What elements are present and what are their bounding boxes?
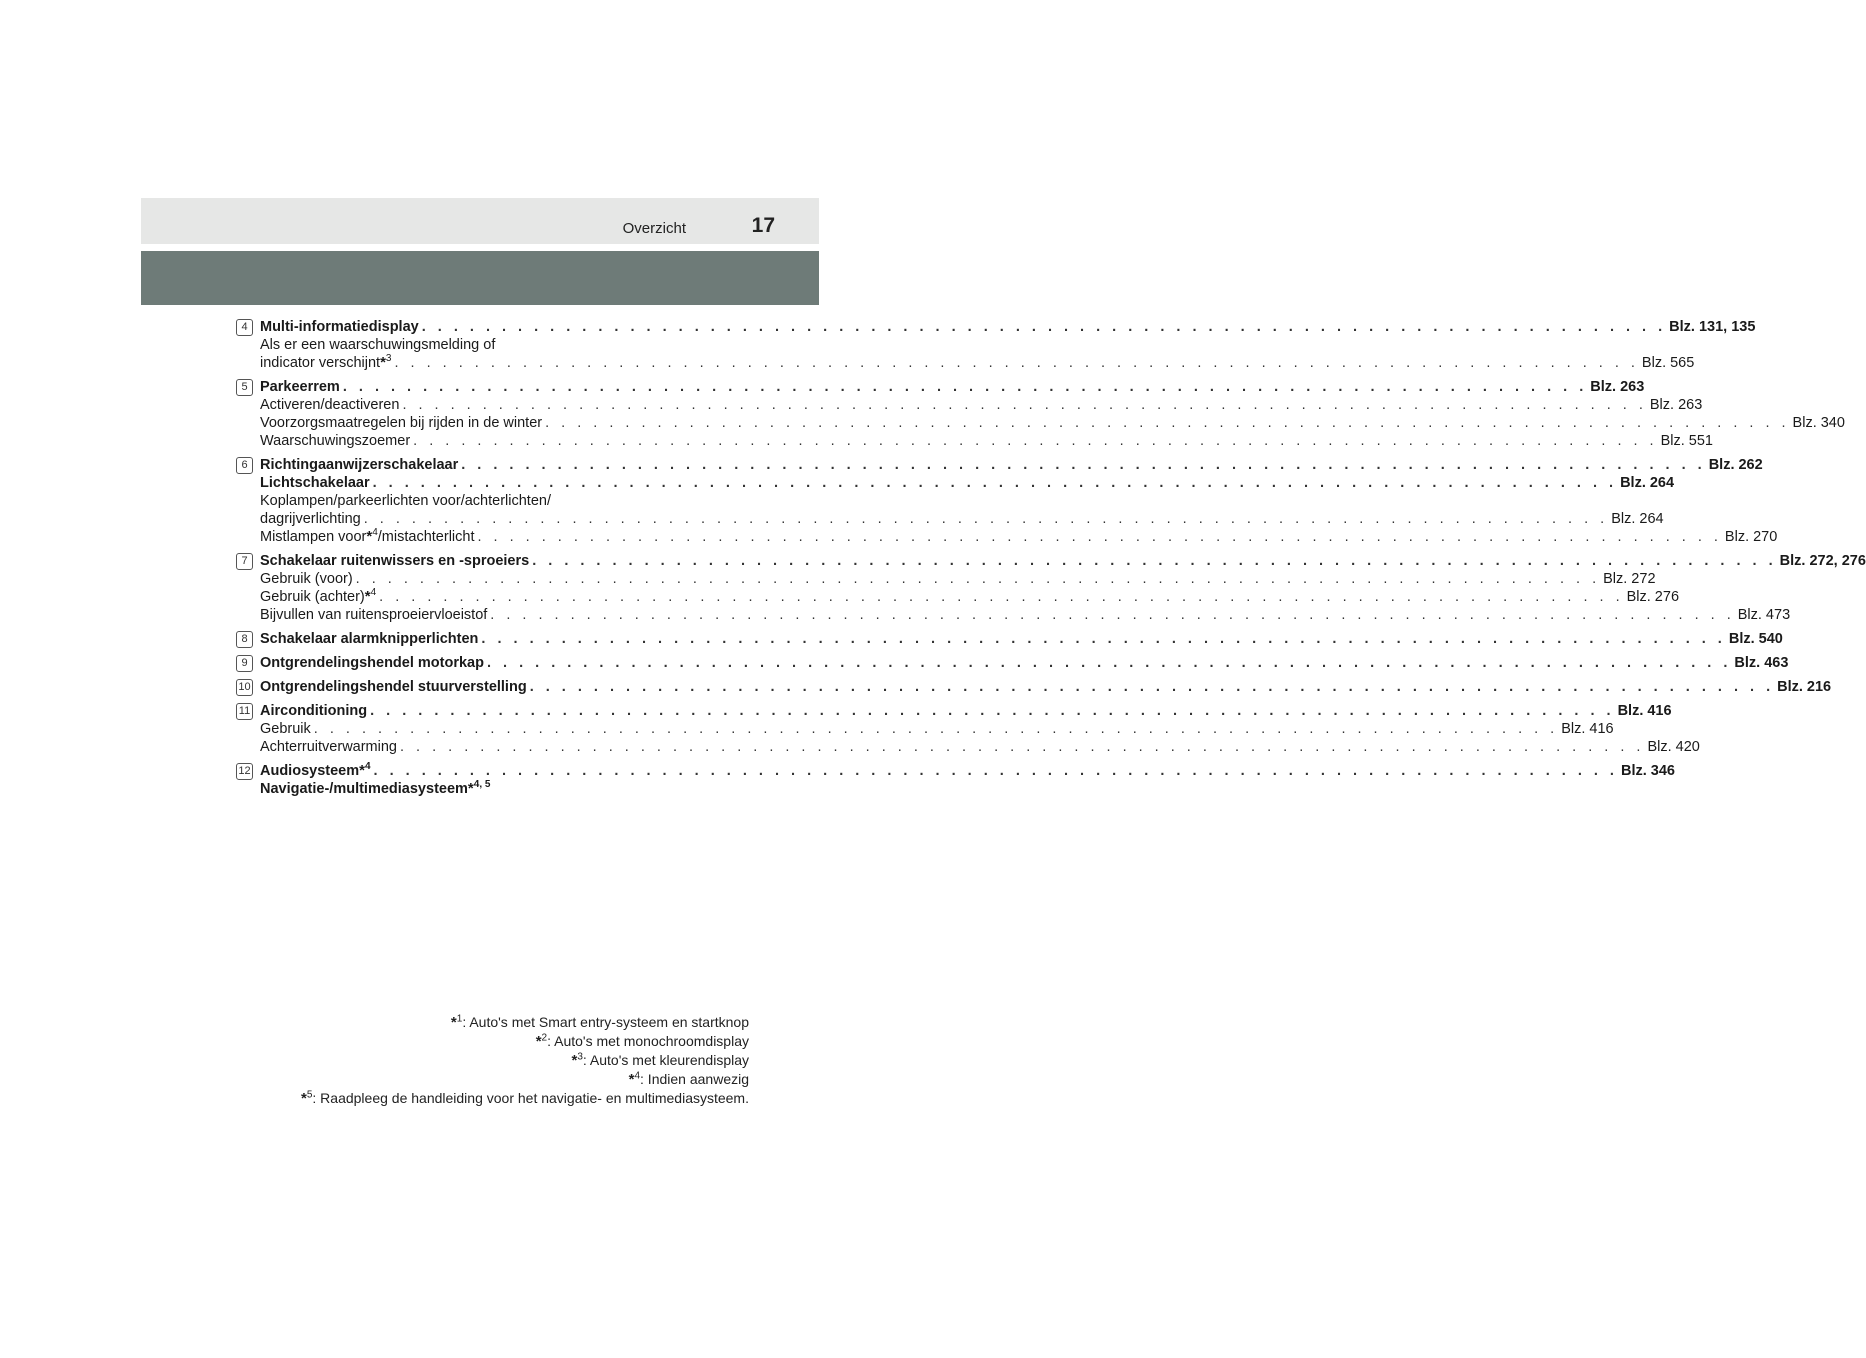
dot-leader-icon: . . . . . . . . . . . . . . . . . . . . . . . . . . . . . . . . . . . . . . . . . . . . . . . . . . . . . . . . . . . . . . . . . . . . . . . . . . . . . .: [400, 739, 1645, 755]
entry-title-text: Gebruik (achter): [260, 589, 365, 605]
dot-leader-icon: . . . . . . . . . . . . . . . . . . . . . . . . . . . . . . . . . . . . . . . . . . . . . . . . . . . . . . . . . . . . . . . . . . . . . . . . . . . . . .: [355, 571, 1601, 587]
entry-title: [260, 702, 367, 720]
entry-title-text: Navigatie-/multimediasysteem: [260, 781, 468, 797]
toc-entry: [236, 630, 1783, 648]
entry-title-text: Gebruik (voor): [260, 571, 353, 587]
entry-title-text: Ontgrendelingshendel motorkap: [260, 655, 484, 671]
footnote-line: [149, 1070, 749, 1089]
entry-title: [260, 432, 410, 450]
footnote-text: : Indien aanwezig: [640, 1071, 749, 1087]
entry-number-badge: 6: [236, 457, 253, 474]
page-reference: Blz. 264: [1620, 475, 1675, 491]
footnote-line: [149, 1013, 749, 1032]
toc-subitem: [260, 414, 1845, 432]
dot-leader-icon: . . . . . . . . . . . . . . . . . . . . . . . . . . . . . . . . . . . . . . . . . . . . . . . . . . . . . . . . . . . . . . . . . . . . . . . . . . . . . .: [486, 655, 1732, 671]
entry-title-text: Bijvullen van ruitensproeiervloeistof: [260, 607, 488, 623]
dot-leader-icon: . . . . . . . . . . . . . . . . . . . . . . . . . . . . . . . . . . . . . . . . . . . . . . . . . . . . . . . . . . . . . . . . . . . . . . . . . . . . . .: [421, 319, 1667, 335]
entry-title-text: Schakelaar alarmknipperlichten: [260, 631, 479, 647]
footnote-asterisk-icon: *: [364, 588, 371, 605]
dot-leader-icon: . . . . . . . . . . . . . . . . . . . . . . . . . . . . . . . . . . . . . . . . . . . . . . . . . . . . . . . . . . . . . . . . . . . . . . . . . . . . . .: [545, 415, 1790, 431]
footnote-line: [149, 1051, 749, 1070]
toc-heading: [260, 474, 1675, 492]
dot-leader-icon: . . . . . . . . . . . . . . . . . . . . . . . . . . . . . . . . . . . . . . . . . . . . . . . . . . . . . . . . . . . . . . . . . . . . . . . . . . . . . .: [490, 607, 1735, 623]
entry-title-text: Lichtschakelaar: [260, 475, 370, 491]
footnote-line: [149, 1089, 749, 1108]
entry-number-badge: 12: [236, 763, 253, 780]
footnote-ref: 3: [385, 353, 392, 365]
toc-subitem: [260, 353, 1695, 372]
toc-subitem: [260, 606, 1791, 624]
entry-title: [260, 474, 370, 492]
entry-title-text: Mistlampen voor: [260, 529, 367, 545]
dot-leader-icon: . . . . . . . . . . . . . . . . . . . . . . . . . . . . . . . . . . . . . . . . . . . . . . . . . . . . . . . . . . . . . . . . . . . . . . . . . . . . . .: [413, 433, 1658, 449]
toc-subitem: [260, 587, 1680, 606]
entry-title: [260, 570, 353, 588]
entry-title: [260, 552, 529, 570]
page-reference: Blz. 272: [1603, 571, 1656, 587]
toc-heading: [260, 780, 726, 798]
entry-number-badge: 9: [236, 655, 253, 672]
footnote-number: 5: [306, 1089, 313, 1101]
entry-title: [260, 738, 397, 756]
footnote-asterisk-icon: *: [450, 1014, 457, 1031]
entry-number-badge: 4: [236, 319, 253, 336]
entry-number-badge: 10: [236, 679, 253, 696]
entry-title-text: Gebruik: [260, 721, 311, 737]
toc-entry: [236, 678, 1832, 696]
footnote-asterisk-icon: *: [300, 1090, 307, 1107]
toc-entry: [236, 654, 1789, 672]
toc-entry: [236, 456, 1778, 546]
entry-title-text: Multi-informatiedisplay: [260, 319, 419, 335]
dot-leader-icon: . . . . . . . . . . . . . . . . . . . . . . . . . . . . . . . . . . . . . . . . . . . . . . . . . . . . . . . . . . . . . . . . . . . . . . . . . . . . . .: [373, 763, 1618, 779]
footnote-number: 3: [577, 1051, 583, 1063]
entry-title-text: Als er een waarschuwingsmelding of: [260, 337, 496, 353]
page-reference: Blz. 131, 135: [1669, 319, 1756, 335]
footnote-asterisk-icon: *: [359, 762, 365, 779]
toc-entry: [236, 552, 1866, 624]
table-of-contents: [236, 318, 1866, 804]
dot-leader-icon: . . . . . . . . . . . . . . . . . . . . . . . . . . . . . . . . . . . . . . . . . . . . . . . . . . . . . . . . . . . . . . . . . . . . . . . . . . . . . .: [481, 631, 1726, 647]
entry-title: [260, 354, 391, 372]
entry-title-text: Richtingaanwijzerschakelaar: [260, 457, 459, 473]
toc-subitem: [260, 510, 1664, 528]
entry-title: [260, 528, 474, 546]
toc-entry: [236, 318, 1756, 372]
footnote-asterisk-icon: *: [628, 1071, 635, 1088]
entry-title: [260, 588, 376, 606]
entry-title-text: Waarschuwingszoemer: [260, 433, 411, 449]
entry-title: [260, 337, 495, 353]
toc-heading: [260, 678, 1832, 696]
toc-subitem: [260, 432, 1713, 450]
section-title: Overzicht: [622, 220, 686, 237]
entry-title: [260, 606, 487, 624]
dot-leader-icon: . . . . . . . . . . . . . . . . . . . . . . . . . . . . . . . . . . . . . . . . . . . . . . . . . . . . . . . . . . . . . . . . . . . . . . . . . . . . . .: [477, 529, 1722, 545]
page-reference: Blz. 346: [1620, 763, 1675, 779]
entry-title-text: /mistachterlicht: [377, 529, 475, 545]
entry-title: [260, 456, 458, 474]
page-reference: Blz. 276: [1626, 589, 1680, 605]
dot-leader-icon: . . . . . . . . . . . . . . . . . . . . . . . . . . . . . . . . . . . . . . . . . . . . . . . . . . . . . . . . . . . . . . . . . . . . . . . . . . . . . .: [370, 703, 1615, 719]
dot-leader-icon: . . . . . . . . . . . . . . . . . . . . . . . . . . . . . . . . . . . . . . . . . . . . . . . . . . . . . . . . . . . . . . . . . . . . . . . . . . . . . .: [342, 379, 1588, 395]
page-reference: Blz. 551: [1660, 433, 1713, 449]
header-band: [141, 251, 819, 305]
entry-title: [260, 654, 484, 672]
page-number: 17: [751, 214, 775, 237]
toc-heading: [260, 702, 1672, 720]
toc-heading: [260, 654, 1789, 672]
entry-number-badge: 7: [236, 553, 253, 570]
entry-title-text: Koplampen/parkeerlichten voor/achterlichten/: [260, 493, 551, 509]
dot-leader-icon: . . . . . . . . . . . . . . . . . . . . . . . . . . . . . . . . . . . . . . . . . . . . . . . . . . . . . . . . . . . . . . . . . . . . . . . . . . . . . .: [402, 397, 1647, 413]
footnote-text: : Raadpleeg de handleiding voor het navigatie- en multimediasysteem.: [312, 1090, 749, 1106]
page-reference: Blz. 420: [1647, 739, 1700, 755]
toc-heading: [260, 318, 1756, 336]
entry-title: [260, 396, 399, 414]
page-reference: Blz. 540: [1728, 631, 1783, 647]
footnote-number: 2: [541, 1032, 548, 1044]
dot-leader-icon: . . . . . . . . . . . . . . . . . . . . . . . . . . . . . . . . . . . . . . . . . . . . . . . . . . . . . . . . . . . . . . . . . . . . . . . . . . . . . .: [372, 475, 1618, 491]
dot-leader-icon: . . . . . . . . . . . . . . . . . . . . . . . . . . . . . . . . . . . . . . . . . . . . . . . . . . . . . . . . . . . . . . . . . . . . . . . . . . . . . .: [532, 553, 1777, 569]
footnote-text: : Auto's met kleurendisplay: [582, 1052, 749, 1068]
page-reference: Blz. 473: [1737, 607, 1791, 623]
dot-leader-icon: . . . . . . . . . . . . . . . . . . . . . . . . . . . . . . . . . . . . . . . . . . . . . . . . . . . . . . . . . . . . . . . . . . . . . . . . . . . . . .: [363, 511, 1609, 527]
page-reference: Blz. 270: [1724, 529, 1778, 545]
entry-title: [260, 493, 551, 509]
footnote-ref: 4: [372, 527, 378, 539]
entry-title-text: Ontgrendelingshendel stuurverstelling: [260, 679, 527, 695]
entry-title-text: Audiosysteem: [260, 763, 360, 779]
footnotes: [149, 1013, 749, 1108]
entry-title: [260, 318, 419, 336]
entry-title: [260, 378, 340, 396]
footnote-number: 1: [456, 1013, 463, 1025]
footnote-asterisk-icon: *: [467, 780, 474, 797]
footnote-ref: 4: [364, 761, 371, 773]
page-reference: Blz. 416: [1617, 703, 1672, 719]
page-reference: Blz. 340: [1792, 415, 1845, 431]
entry-title-text: Activeren/deactiveren: [260, 397, 400, 413]
footnote-ref: 4, 5: [473, 779, 491, 791]
page-reference: Blz. 264: [1611, 511, 1664, 527]
toc-heading: [260, 761, 1675, 780]
entry-number-badge: 8: [236, 631, 253, 648]
toc-heading: [260, 456, 1763, 474]
page-reference: Blz. 416: [1561, 721, 1614, 737]
entry-title: [260, 720, 311, 738]
footnote-line: [149, 1032, 749, 1051]
dot-leader-icon: . . . . . . . . . . . . . . . . . . . . . . . . . . . . . . . . . . . . . . . . . . . . . . . . . . . . . . . . . . . . . . . . . . . . . . . . . . . . . .: [461, 457, 1706, 473]
footnote-text: : Auto's met monochroomdisplay: [547, 1033, 749, 1049]
entry-title-text: Achterruitverwarming: [260, 739, 397, 755]
entry-title-text: indicator verschijnt: [260, 355, 381, 371]
page-reference: Blz. 262: [1708, 457, 1763, 473]
toc-heading: [260, 552, 1866, 570]
entry-number-badge: 5: [236, 379, 253, 396]
page-reference: Blz. 272, 276: [1779, 553, 1866, 569]
toc-subitem: [260, 738, 1700, 756]
page-reference: Blz. 263: [1590, 379, 1645, 395]
entry-title-text: Voorzorgsmaatregelen bij rijden in de winter: [260, 415, 543, 431]
footnote-ref: 4: [370, 587, 377, 599]
toc-heading: [260, 378, 1645, 396]
toc-entry: [236, 761, 1675, 798]
footnote-asterisk-icon: *: [571, 1052, 578, 1069]
entry-number-badge: 11: [236, 703, 253, 720]
toc-subitem: [260, 570, 1656, 588]
footnote-asterisk-icon: *: [535, 1033, 542, 1050]
toc-subitem: [260, 527, 1778, 546]
footnote-asterisk-icon: *: [366, 528, 373, 545]
entry-title-text: dagrijverlichting: [260, 511, 361, 527]
dot-leader-icon: . . . . . . . . . . . . . . . . . . . . . . . . . . . . . . . . . . . . . . . . . . . . . . . . . . . . . . . . . . . . . . . . . . . . . . . . . . . . . .: [529, 679, 1775, 695]
entry-title-text: Schakelaar ruitenwissers en -sproeiers: [260, 553, 530, 569]
toc-entry: [236, 702, 1700, 756]
entry-title: [260, 781, 490, 797]
page-header: [141, 198, 819, 244]
footnote-text: : Auto's met Smart entry-systeem en startknop: [462, 1014, 749, 1030]
toc-subitem: [260, 396, 1703, 414]
toc-subitem: [260, 336, 726, 354]
entry-title: [260, 630, 478, 648]
footnote-asterisk-icon: *: [380, 354, 386, 371]
page-reference: Blz. 463: [1734, 655, 1789, 671]
footnote-number: 4: [634, 1070, 641, 1082]
entry-title-text: Airconditioning: [260, 703, 368, 719]
toc-subitem: [260, 720, 1614, 738]
dot-leader-icon: . . . . . . . . . . . . . . . . . . . . . . . . . . . . . . . . . . . . . . . . . . . . . . . . . . . . . . . . . . . . . . . . . . . . . . . . . . . . . .: [313, 721, 1559, 737]
dot-leader-icon: . . . . . . . . . . . . . . . . . . . . . . . . . . . . . . . . . . . . . . . . . . . . . . . . . . . . . . . . . . . . . . . . . . . . . . . . . . . . . .: [379, 589, 1624, 605]
entry-title: [260, 414, 542, 432]
page-reference: Blz. 263: [1649, 397, 1703, 413]
toc-entry: [236, 378, 1845, 450]
page-reference: Blz. 216: [1777, 679, 1832, 695]
toc-heading: [260, 630, 1783, 648]
dot-leader-icon: . . . . . . . . . . . . . . . . . . . . . . . . . . . . . . . . . . . . . . . . . . . . . . . . . . . . . . . . . . . . . . . . . . . . . . . . . . . . . .: [394, 355, 1639, 371]
toc-subitem: [260, 492, 726, 510]
entry-title: [260, 510, 361, 528]
entry-title: [260, 678, 527, 696]
page-reference: Blz. 565: [1641, 355, 1695, 371]
entry-title: [260, 762, 371, 780]
entry-title-text: Parkeerrem: [260, 379, 340, 395]
